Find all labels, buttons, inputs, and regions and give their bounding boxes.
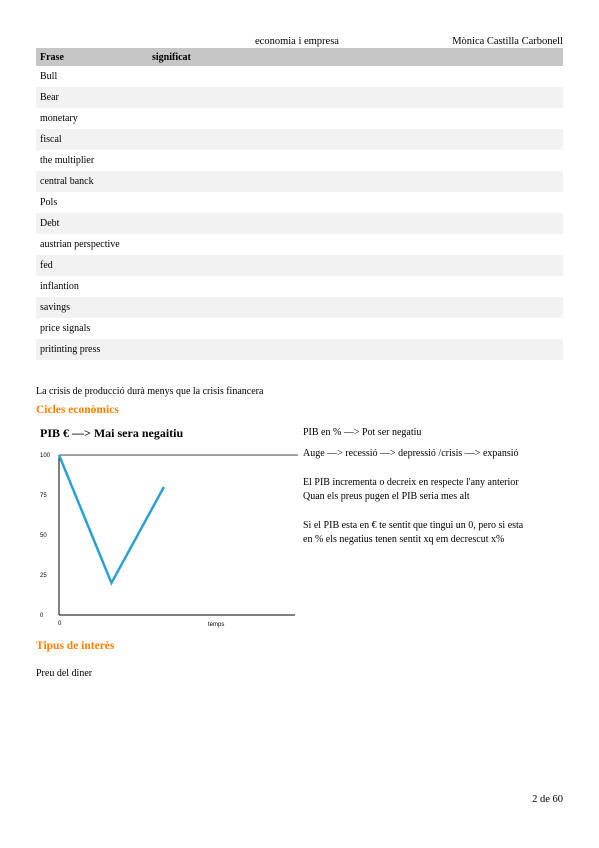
- table-row: [36, 276, 563, 297]
- table-cell-significat: [148, 339, 563, 360]
- note-pib-percent-negative: en % els negatius tenen sentit xq em decrescut x%: [303, 534, 505, 545]
- vocabulary-table: [36, 48, 563, 360]
- x-tick-label: 0: [58, 621, 62, 627]
- y-tick-label: 25: [40, 573, 47, 579]
- chart-title: PIB € —> Mai sera negaitiu: [40, 426, 184, 440]
- table-row: [36, 213, 563, 234]
- table-cell-significat: [148, 108, 563, 129]
- table-cell-frase: fed: [36, 255, 148, 276]
- table-cell-significat: [148, 213, 563, 234]
- table-cell-frase: savings: [36, 297, 148, 318]
- column-header-frase: Frase: [36, 48, 148, 66]
- table-header-row: [36, 48, 563, 66]
- note-cycle: Auge —> recessió —> depressió /crisis —> expansió: [303, 448, 519, 459]
- section-heading-cicles: Cicles econòmics: [36, 404, 119, 416]
- y-tick-label: 75: [40, 493, 47, 499]
- table-row: [36, 234, 563, 255]
- table-cell-frase: austrian perspective: [40, 239, 120, 250]
- table-row: [36, 87, 563, 108]
- table-cell-frase: fiscal: [36, 129, 148, 150]
- y-tick-label: 0: [40, 613, 44, 619]
- crisis-note: La crisis de producció durà menys que la crisis financera: [36, 386, 264, 397]
- table-cell-significat: [148, 255, 563, 276]
- table-cell-frase: Pols: [40, 197, 58, 208]
- x-axis-label: temps: [208, 622, 225, 628]
- table-row: [36, 339, 563, 360]
- table-cell-significat: [148, 297, 563, 318]
- table-cell-significat: [148, 318, 563, 339]
- table-cell-significat: [148, 129, 563, 150]
- table-cell-frase: Bear: [36, 87, 148, 108]
- table-row: [36, 192, 563, 213]
- table-row: [36, 255, 563, 276]
- table-row: [36, 129, 563, 150]
- series-line: [59, 455, 164, 583]
- pib-chart: [30, 445, 298, 630]
- note-pib-change: El PIB incrementa o decreix en respecte l'any anterior: [303, 477, 519, 488]
- table-cell-frase: the multiplier: [40, 155, 95, 166]
- table-row: [36, 150, 563, 171]
- table-cell-significat: [148, 192, 563, 213]
- table-row: [36, 171, 563, 192]
- note-pib-percent: PIB en % —> Pot ser negatiu: [303, 427, 422, 438]
- table-cell-frase: central banck: [36, 171, 148, 192]
- table-cell-significat: [148, 150, 563, 171]
- note-prices: Quan els preus pugen el PIB seria mes alt: [303, 491, 470, 502]
- table-cell-frase: Bull: [40, 71, 58, 82]
- table-cell-significat: [148, 87, 563, 108]
- preu-del-diner: Preu del diner: [36, 668, 93, 679]
- table-cell-frase: price signals: [40, 323, 91, 334]
- table-cell-frase: monetary: [40, 113, 78, 124]
- table-cell-frase: inflantion: [40, 281, 79, 292]
- header-subject: economia i empresa: [255, 36, 339, 47]
- table-body: [36, 66, 563, 360]
- y-tick-label: 100: [40, 453, 51, 459]
- y-tick-label: 50: [40, 533, 47, 539]
- page-number: 2 de 60: [532, 794, 563, 805]
- column-header-significat: significat: [148, 48, 563, 66]
- table-cell-significat: [148, 234, 563, 255]
- header-author: Mònica Castilla Carbonell: [452, 36, 563, 47]
- section-heading-tipus: Tipus de interès: [36, 640, 115, 652]
- table-row: [36, 318, 563, 339]
- table-row: [36, 66, 563, 87]
- table-cell-frase: Debt: [36, 213, 148, 234]
- table-cell-frase: pritinting press: [36, 339, 148, 360]
- table-row: [36, 297, 563, 318]
- table-cell-significat: [148, 171, 563, 192]
- table-cell-significat: [148, 66, 563, 87]
- table-row: [36, 108, 563, 129]
- note-pib-euro: Si el PIB esta en € te sentit que tingui un 0, pero si esta: [303, 520, 524, 531]
- table-cell-significat: [148, 276, 563, 297]
